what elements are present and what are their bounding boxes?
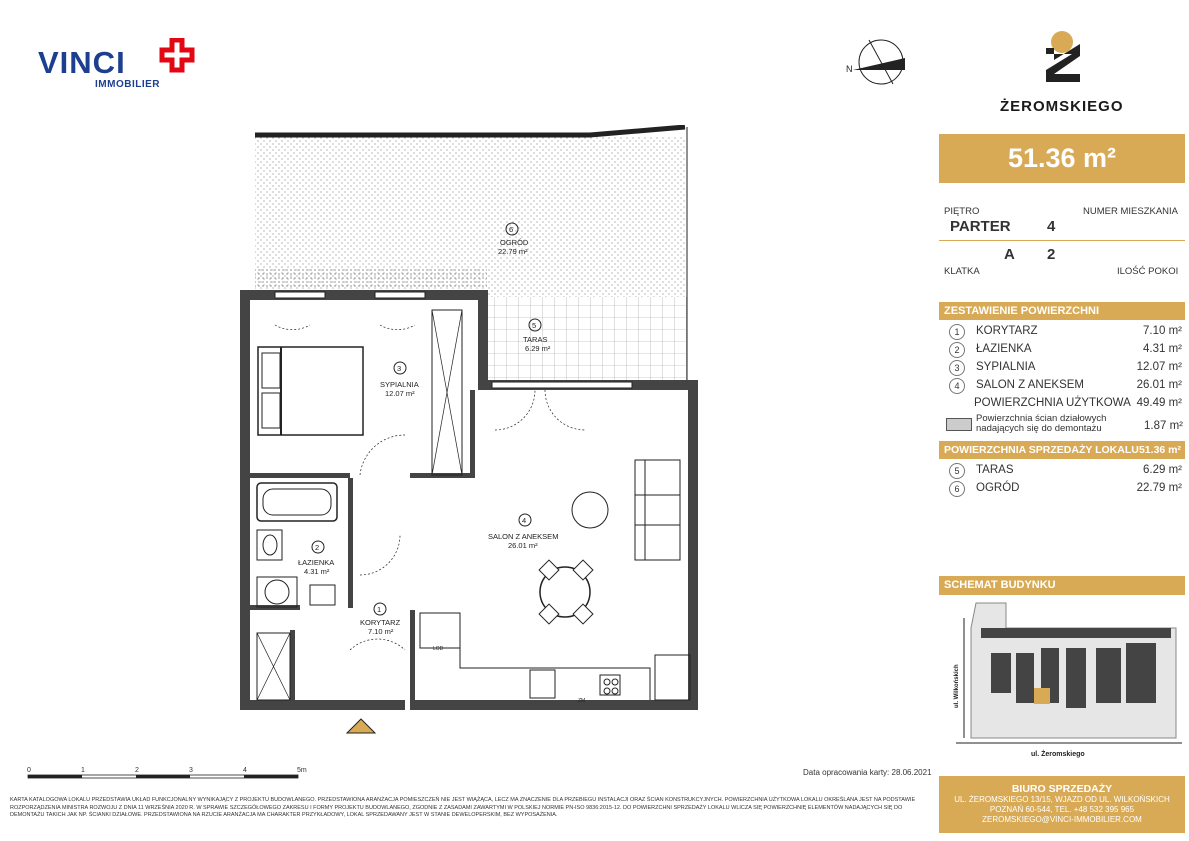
- room-name-3: SYPIALNIA: [380, 380, 419, 389]
- vinci-cross-logo: [158, 38, 198, 78]
- date-text: Data opracowania karty: 28.06.2021: [803, 768, 932, 777]
- sales-office-address: UL. ŻEROMSKIEGO 13/15, WJAZD OD UL. WILKOŃSKICH: [954, 795, 1170, 804]
- room-area: 4.31 m²: [1143, 343, 1182, 355]
- area-row-room-4: [946, 378, 1184, 395]
- area-row-room-3: [946, 360, 1184, 377]
- room-label-living: [488, 514, 558, 550]
- room-area-3: 12.07 m²: [385, 389, 415, 398]
- stair-value: A: [1004, 246, 1015, 263]
- room-name: TARAS: [976, 464, 1014, 476]
- walls-area-value: 1.87 m²: [1144, 420, 1183, 432]
- room-name-1: KORYTARZ: [360, 618, 401, 627]
- scale-tick-1: 1: [81, 767, 85, 774]
- sales-area-value: 51.36 m²: [1138, 444, 1181, 456]
- room-number-badge: 2: [949, 342, 965, 358]
- area-row-extra-5: [946, 463, 1184, 480]
- room-area: 7.10 m²: [1143, 325, 1182, 337]
- fridge-label: LOD: [433, 646, 444, 652]
- room-name-5: TARAS: [523, 335, 548, 344]
- vinci-logo-subtitle: IMMOBILIER: [95, 79, 160, 90]
- room-label-hall: [360, 603, 401, 636]
- sales-area-label: POWIERZCHNIA SPRZEDAŻY LOKALU: [944, 444, 1139, 456]
- room-area: 26.01 m²: [1136, 379, 1182, 391]
- svg-text:N: N: [846, 64, 853, 74]
- area-row-room-1: [946, 324, 1184, 341]
- divider: [939, 240, 1185, 241]
- project-name: ŻEROMSKIEGO: [1000, 98, 1124, 115]
- usable-area-row: [946, 396, 1184, 413]
- room-area-5: 6.29 m²: [525, 344, 551, 353]
- apartment-number-value: 4: [1047, 218, 1056, 235]
- room-label-bathroom: [298, 541, 334, 576]
- room-no-1: 1: [377, 605, 382, 614]
- rooms-count-label: ILOŚĆ POKOI: [1117, 266, 1179, 277]
- scale-tick-3: 3: [189, 767, 193, 774]
- total-area-box: 51.36 m²: [939, 134, 1185, 183]
- scale-tick-4: 4: [243, 767, 247, 774]
- floor-plan: [230, 125, 710, 745]
- floor-label: PIĘTRO: [944, 206, 980, 217]
- walls-area-label: Powierzchnia ścian działowych nadających się do demontażu: [976, 413, 1107, 434]
- rooms-count-value: 2: [1047, 246, 1056, 263]
- scale-tick-5: 5m: [297, 767, 307, 774]
- room-no-2: 2: [315, 543, 320, 552]
- sales-office-phone: POZNAŃ 60-544, TEL. +48 532 395 965: [989, 805, 1135, 814]
- room-area: 22.79 m²: [1136, 482, 1182, 494]
- room-no-6: 6: [509, 225, 514, 234]
- sales-area-row: [939, 441, 1185, 459]
- room-area-4: 26.01 m²: [508, 541, 538, 550]
- usable-area-label: POWIERZCHNIA UŻYTKOWA: [974, 397, 1131, 409]
- room-name: SYPIALNIA: [976, 361, 1036, 373]
- room-area-6: 22.79 m²: [498, 247, 528, 256]
- room-number-badge: 6: [949, 481, 965, 497]
- room-number-badge: 3: [949, 360, 965, 376]
- apartment-number-label: NUMER MIESZKANIA: [1083, 206, 1179, 217]
- room-number-badge: 5: [949, 463, 965, 479]
- room-area-1: 7.10 m²: [368, 627, 394, 636]
- scale-tick-2: 2: [135, 767, 139, 774]
- room-name: SALON Z ANEKSEM: [976, 379, 1085, 391]
- room-number-badge: 1: [949, 324, 965, 340]
- scale-tick-0: 0: [27, 767, 31, 774]
- room-name-4: SALON Z ANEKSEM: [488, 532, 559, 541]
- north-arrow-icon: [845, 36, 915, 88]
- room-name: ŁAZIENKA: [976, 343, 1032, 355]
- room-no-4: 4: [522, 516, 527, 525]
- floor-value: PARTER: [950, 218, 1011, 235]
- areas-heading: ZESTAWIENIE POWIERZCHNI: [939, 302, 1185, 320]
- terrace-area: [487, 297, 687, 382]
- room-no-5: 5: [532, 321, 537, 330]
- room-name: KORYTARZ: [976, 325, 1038, 337]
- sales-office-box: [939, 776, 1185, 833]
- dishwasher-label: ZM: [578, 698, 586, 704]
- sales-office-title: BIURO SPRZEDAŻY: [1011, 783, 1113, 795]
- street-label-main: ul. Żeromskiego: [1031, 751, 1085, 758]
- schema-heading: SCHEMAT BUDYNKU: [939, 576, 1185, 595]
- building-schema-map: [946, 598, 1182, 763]
- room-name-6: OGRÓD: [500, 238, 529, 247]
- room-area: 12.07 m²: [1136, 361, 1182, 373]
- vinci-logo-text: VINCI: [38, 45, 126, 80]
- area-row-extra-6: [946, 481, 1184, 498]
- stair-label: KLATKA: [944, 266, 980, 277]
- zeromskiego-logo: [1038, 30, 1088, 90]
- area-row-room-2: [946, 342, 1184, 359]
- room-name-2: ŁAZIENKA: [298, 558, 335, 567]
- room-name: OGRÓD: [976, 482, 1020, 494]
- room-number-badge: 4: [949, 378, 965, 394]
- street-label-side: ul. Wilkońskich: [954, 664, 960, 708]
- usable-area-value: 49.49 m²: [1136, 397, 1182, 409]
- scale-bar: [25, 765, 315, 785]
- room-no-3: 3: [397, 364, 402, 373]
- room-area-2: 4.31 m²: [304, 567, 330, 576]
- sales-office-email[interactable]: ZEROMSKIEGO@VINCI-IMMOBILIER.COM: [982, 815, 1142, 824]
- walls-legend-swatch: [946, 418, 972, 431]
- room-label-bedroom: [380, 362, 419, 398]
- disclaimer-text: KARTA KATALOGOWA LOKALU PRZEDSTAWIA UKŁAD FUNKCJONALNY WYNIKAJĄCY Z PROJEKTU BUDOWLANEGO. PRZEDSTAWIONA ARANŻACJA POMIESZCZEŃ NIE JEST WIĄŻĄCA, LECZ MA ZNACZENIE DLA PRZEBIEGU INSTALACJI ORAZ ŚCIAN KONSTRUKCYJNYCH. POWIERZCHNIA UŻYTKOWA LOKALU OKREŚLANA JEST NA PODSTAWIE ROZPORZĄDZENIA MINISTRA ROZWOJU Z DNIA 11 WRZEŚNIA 2020 R. W SPRAWIE SZCZEGÓŁOWEGO ZAKRESU I FORMY PROJEKTU BUDOWLANEGO, ZGODNIE Z ZASADAMI ZAWARTYMI W POLSKIEJ NORMIE PN-ISO 9836:2015-12. DO POWIERZCHNI SPRZEDAŻY LOKALU WLICZA SIĘ POWIERZCHNIĘ ELEMENTÓW NADAJĄCYCH SIĘ DO DEMONTAŻU TAKICH JAK NP. ŚCIANKI DZIAŁOWE. PRZEDSTAWIONA NA RZUCIE ARANŻACJA MA CHARAKTER PRZYKŁADOWY, LOKAL SPRZEDAWANY JEST W STANIE DEWELOPERSKIM, BEZ WYPOSAŻENIA.: [10, 797, 916, 818]
- garden-fence: [255, 127, 685, 135]
- room-area: 6.29 m²: [1143, 464, 1182, 476]
